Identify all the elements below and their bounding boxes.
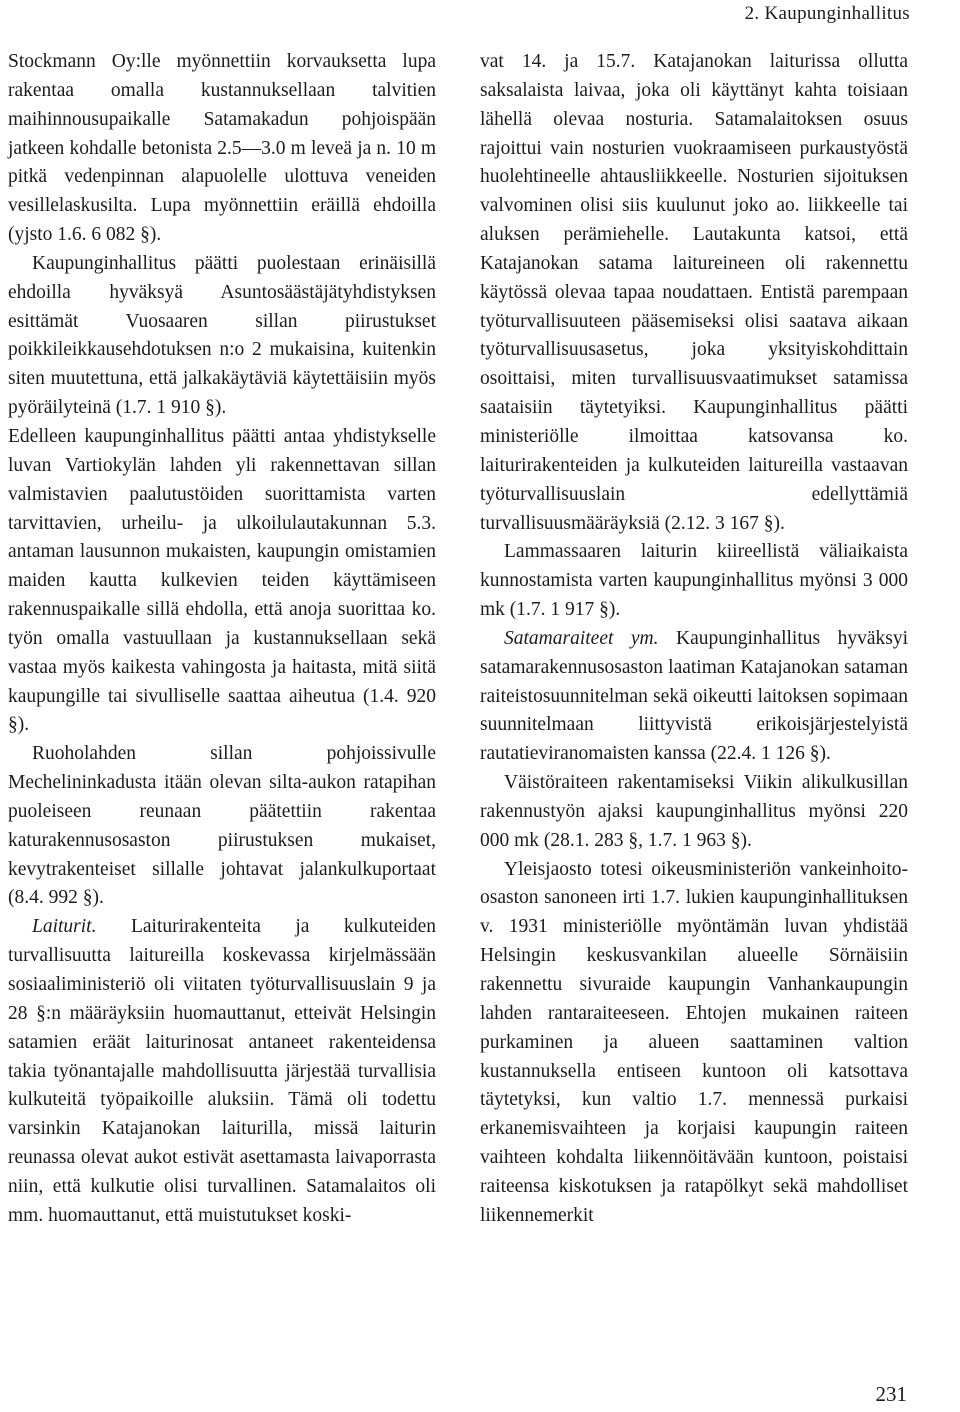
page-number: 231 — [875, 1382, 907, 1406]
paragraph-vartiokyla: Edelleen kaupunginhallitus päätti antaa yhdistykselle luvan Vartiokylän lahden yli rakennettavan sillan valmistavien paalutustöiden suorittamista varten tarvittavien, urheilu- ja ulkoilulautakunnan 5.3. antaman lausunnon mukaisten, kaupungin omistamien maiden kautta kulkevien teiden käyttämiseen rakennuspaikalle sillä ehdolla, että anoja suorittaa ko. työn omalla vastuullaan ja kustannuksellaan sekä vastaa myös kaikesta vahingosta ja haitasta, mitä siitä kaupungille tai sivulliselle saattaa aiheutua (1.4. 920 §). — [8, 425, 436, 736]
paragraph-viikki: Väistöraiteen rakentamiseksi Viikin alikulkusillan rakennustyön ajaksi kaupunginhallitus myönsi 220 000 mk (28.1. 283 §, 1.7. 1 963 §). — [480, 772, 908, 851]
paragraph-satamaraiteet — [480, 625, 908, 769]
paragraph-laiturit — [8, 913, 436, 1230]
left-column — [8, 48, 436, 1231]
paragraph-laiturit-body: Laiturirakenteita ja kulkuteiden turvallisuutta laitureilla koskevassa kirjelmässään sosiaaliministeriö oli viitaten työturvallisuuslain 9 ja 28 §:n määräyksiin huomauttanut, etteivät Helsingin satamien eräät laiturinosat antaneet rakenteidensa takia työnantajalle mahdollisuutta järjestää turvallisia kulkuteitä työpaikoille aluksiin. Tämä oli todettu varsinkin Katajanokan laiturilla, missä laiturin reunassa olevat aukot estivät asettamasta laivaporrasta niin, että kulkutie olisi turvallinen. Satamalaitos oli mm. huomauttanut, että muistutukset koski- — [8, 916, 436, 1226]
paragraph-stockmann: Stockmann Oy:lle myönnettiin korvauksetta lupa rakentaa omalla kustannuksellaan talvitien maihinnousupaikalle Satamakadun pohjoispään jatkeen kohdalle betonista 2.5—3.0 m leveä ja n. 10 m pitkä vedenpinnan alapuolelle ulottuva veneiden vesillelaskusilta. Lupa myönnettiin eräillä ehdoilla (yjsto 1.6. 6 082 §). — [8, 51, 436, 246]
paragraph-satamaraiteet-body: Kaupunginhallitus hyväksyi satamarakennusosaston laatiman Katajanokan sataman raiteistosuunnitelman sekä oikeutti laitoksen sopimaan suunnitelmaan liittyvistä erikoisjärjestelyistä rautatieviranomaisten kanssa (22.4. 1 126 §). — [480, 627, 908, 765]
right-column — [480, 48, 908, 1231]
paragraph-vuosaari-bridge: Kaupunginhallitus päätti puolestaan erinäisillä ehdoilla hyväksyä Asuntosäästäjätyhdistyksen esittämät Vuosaaren sillan piirustukset poikkileikkausehdotuksen n:o 2 mukaisina, kuitenkin siten muutettuna, että jalkakäytäviä käytettäisiin myös pyöräilyteinä (1.7. 1 910 §). — [8, 252, 436, 419]
paragraph-ruoholahti: Ruoholahden sillan pohjoissivulle Mechelininkadusta itään olevan silta-aukon ratapihan puoleiseen reunaan päätettiin rakentaa katurakennusosaston piirustuksen mukaiset, kevytrakenteiset sillalle johtavat jalankulkuportaat (8.4. 992 §). — [8, 743, 436, 909]
paragraph-katajanokka-continued: vat 14. ja 15.7. Katajanokan laiturissa ollutta saksalaista laivaa, joka oli käyttänyt kahta toisiaan lähellä olevaa nosturia. Satamalaitoksen osuus rajoittui vain nosturien vuokraamiseen purkaustyöstä huolehtineelle ahtausliikkeelle. Nosturien sijoituksen valvominen olisi siis kuulunut joko ao. liikkeelle tai aluksen perämiehelle. Lautakunta katsoi, että Katajanokan satama laitureineen oli rakennettu käytössä olevaa tapaa noudattaen. Entistä parempaan työturvallisuuteen pääsemiseksi olisi saatava aikaan työturvallisuusasetus, joka yksityiskohdittain osoittaisi, miten turvallisuusvaatimukset satamissa saataisiin täytetyiksi. Kaupunginhallitus päätti ministeriölle ilmoittaa katsovansa ko. laiturirakenteiden ja kulkuteiden laitureilla vastaavan työturvallisuuslain edellyttämiä turvallisuusmääräyksiä (2.12. 3 167 §). — [480, 51, 908, 534]
section-heading-laiturit: Laiturit. — [32, 916, 97, 938]
page-header: 2. Kaupunginhallitus — [744, 3, 910, 24]
paragraph-yleisjaosto: Yleisjaosto totesi oikeusministeriön vankeinhoito-osaston sanoneen irti 1.7. lukien kaupunginhallituksen v. 1931 ministeriölle myöntämän luvan yhdistää Helsingin keskusvankilan alueelle Sörnäisiin rakennettu sivuraide kaupungin Vanhankaupungin lahden rantaraiteeseen. Ehtojen mukainen raiteen purkaminen ja alueen saattaminen valtion kustannuksella entiseen kuntoon oli katsottava täytetyksi, kun valtio 1.7. mennessä purkaisi erkanemisvaihteen ja korjaisi kaupungin raiteen vaihteen kohdalta liikennöitävään kuntoon, poistaisi raiteensa kiskotuksen ja ratapölkyt sekä mahdolliset liikennemerkit — [480, 858, 908, 1226]
section-heading-satamaraiteet: Satamaraiteet ym. — [504, 627, 659, 649]
paragraph-lammassaari: Lammassaaren laiturin kiireellistä väliaikaista kunnostamista varten kaupunginhallitus myönsi 3 000 mk (1.7. 1 917 §). — [480, 541, 908, 621]
